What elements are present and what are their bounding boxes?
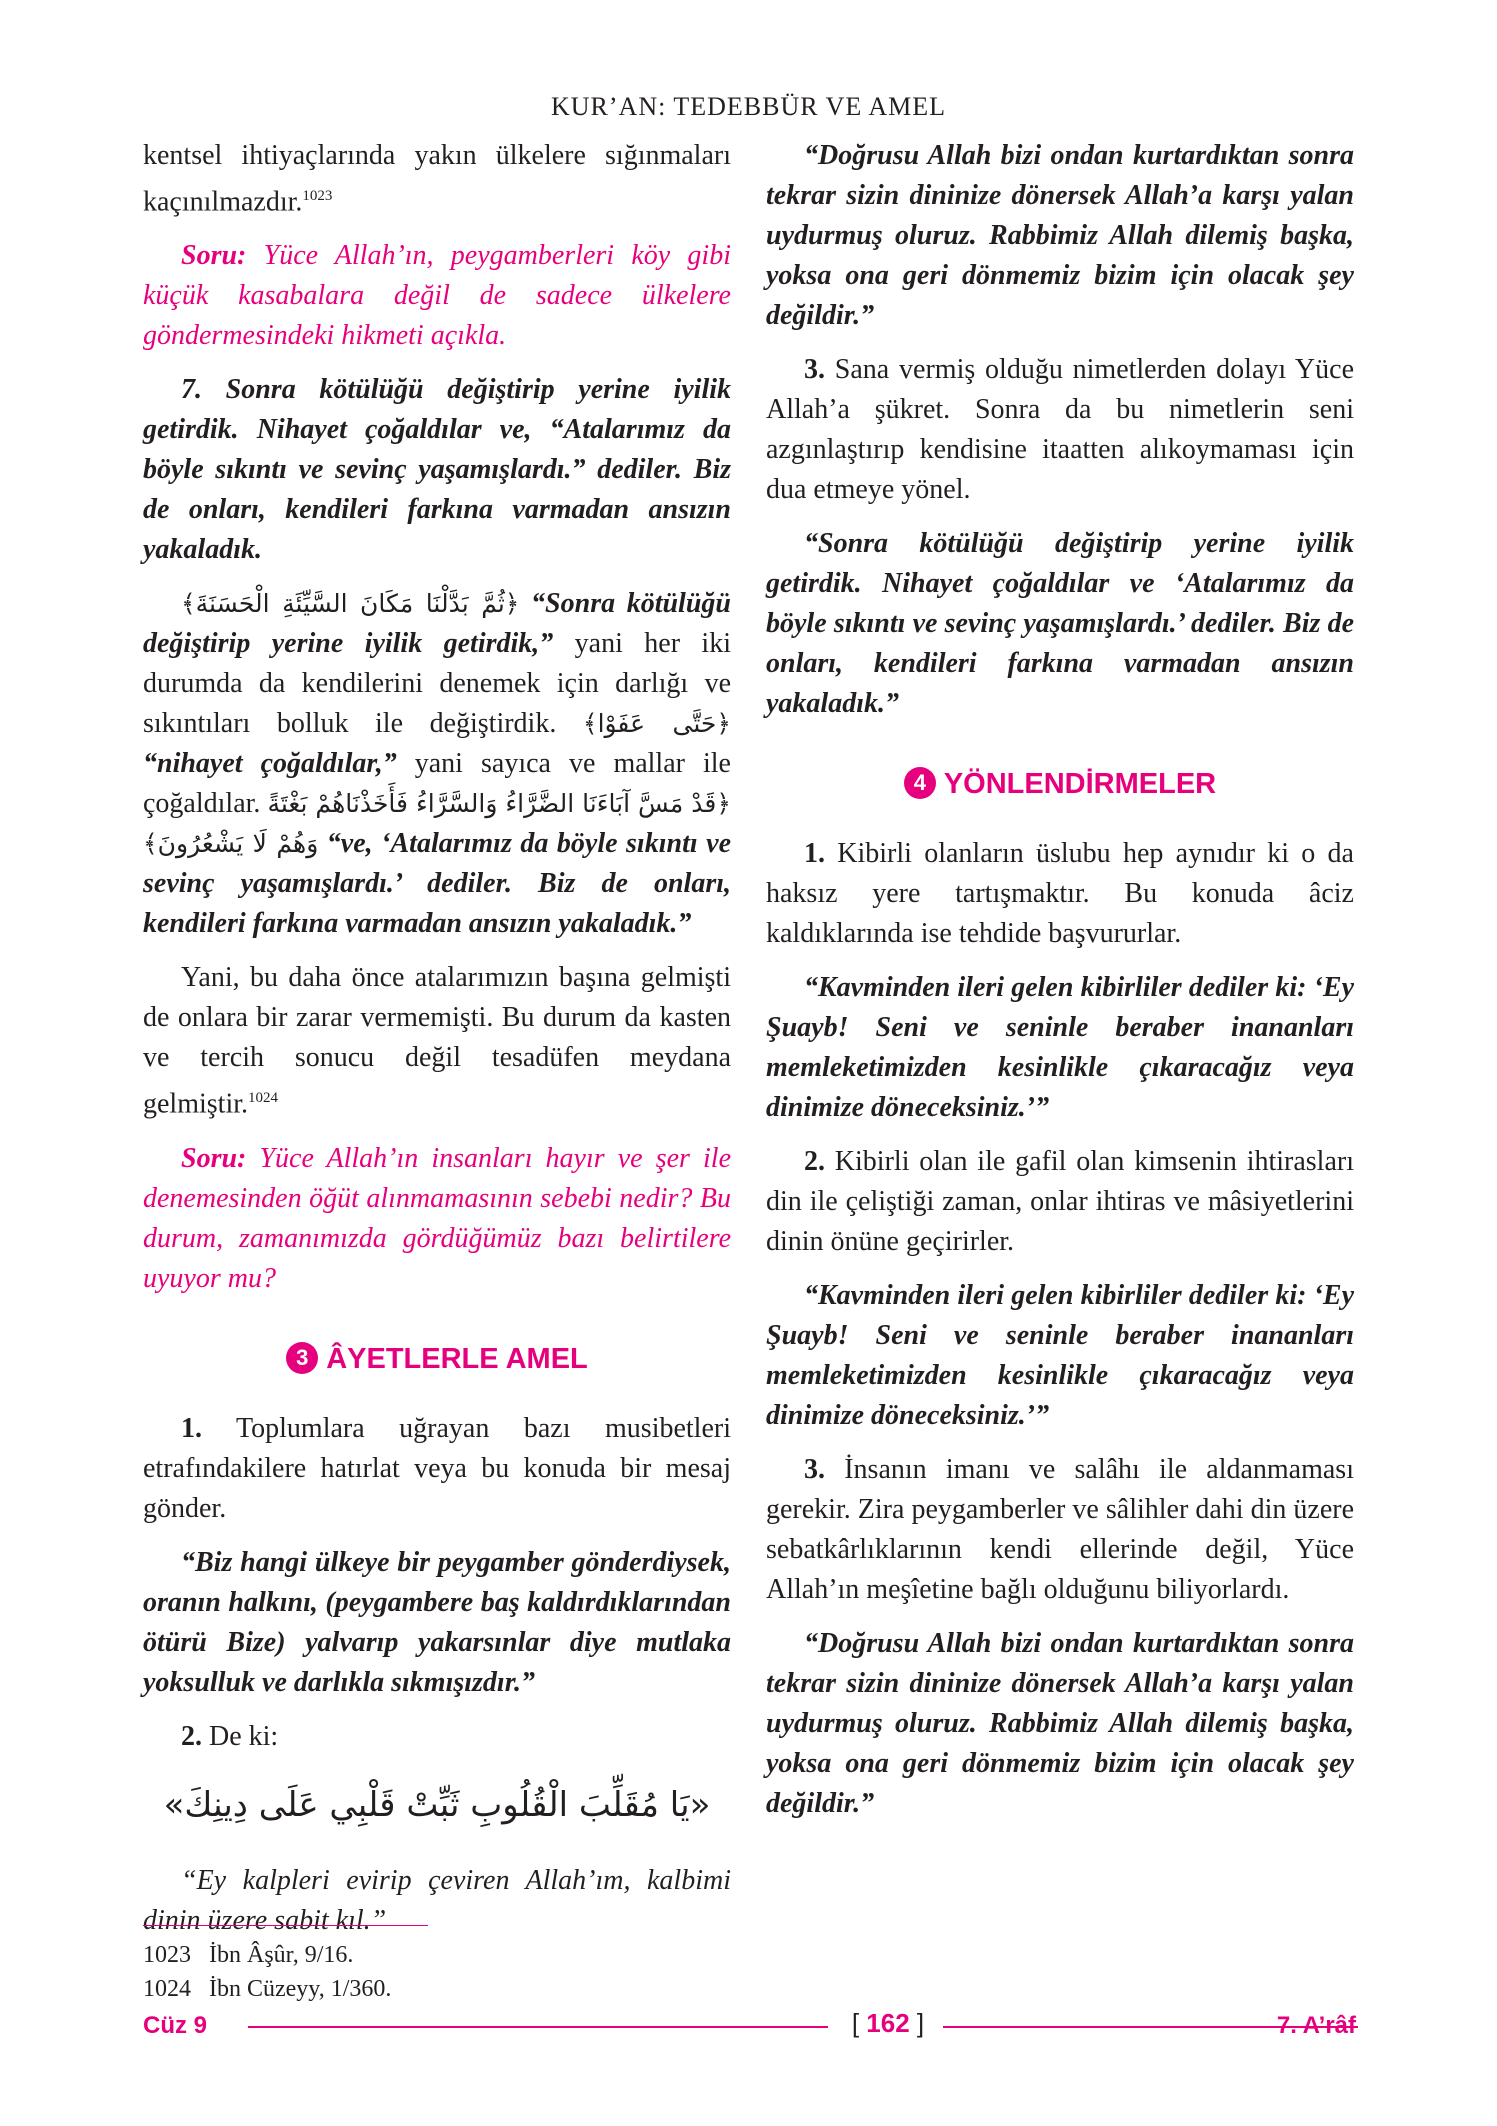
- list-item: 3. İnsanın imanı ve salâhı ile aldanmaması gerekir. Zira peygamberler ve sâlihler dahi din üzere sebatkârlıklarının kendi ellerinde değil, Yüce Allah’ın meşîetine bağlı olduğunu biliyorlardı.: [766, 1454, 1354, 1605]
- verse-quote: “Doğrusu Allah bizi ondan kurtardıktan sonra tekrar sizin dininize dönersek Allah’a karşı yalan uydurmuş oluruz. Rabbimiz Allah dilemiş başka, yoksa ona geri dönmemiz bizim için olacak şey değildir.”: [766, 1628, 1354, 1819]
- left-column: [143, 136, 731, 1955]
- arabic-phrase: ﴿قَدْ مَسَّ آبَاءَنَا الضَّرَّاءُ وَالسَّرَّاءُ فَأَخَذْنَاهُمْ بَغْتَةً وَهُمْ لَا يَشْعُرُونَ﴾: [143, 789, 731, 859]
- footnote-divider: [143, 1925, 428, 1926]
- verse-7: 7. Sonra kötülüğü değiştirip yerine iyilik getirdik. Nihayet çoğaldılar ve, “Atalarımız da böyle sıkıntı ve sevinç yaşamışlardı.” dediler. Biz de onları, kendileri farkına varmadan ansızın yakaladık.: [143, 374, 731, 566]
- footer-surah-label: 7. A’râf: [1276, 2012, 1356, 2039]
- arabic-prayer: «يَا مُقَلِّبَ الْقُلُوبِ ثَبِّتْ قَلْبِي عَلَى دِينِكَ»: [163, 1784, 711, 1825]
- arabic-phrase: ﴿حَتَّى عَفَوْا﴾: [582, 709, 731, 739]
- footnotes: [143, 1938, 391, 2006]
- question-1: Soru: Yüce Allah’ın, peygamberleri köy gibi küçük kasabalara değil de sadece ülkelere göndermesindeki hikmeti açıkla.: [143, 240, 731, 352]
- prayer-translation: “Ey kalpleri evirip çeviren Allah’ım, kalbimi dinin üzere sabit kıl.”: [143, 1864, 731, 1936]
- section-number-badge: 3: [286, 1342, 318, 1374]
- section-heading-ayetlerle-amel: [143, 1339, 731, 1379]
- paragraph: kentsel ihtiyaçlarında yakın ülkelere sığınmaları kaçınılmazdır.$^{1023}$: [143, 140, 731, 218]
- running-head: KUR’AN: TEDEBBÜR VE AMEL: [551, 92, 946, 121]
- arabic-phrase: ﴿ثُمَّ بَدَّلْنَا مَكَانَ السَّيِّئَةِ الْحَسَنَةَ﴾: [181, 589, 520, 619]
- verse-quote: “Biz hangi ülkeye bir peygamber gönderdiysek, oranın halkını, (peygambere baş kaldırdıklarından ötürü Bize) yalvarıp yakarsınlar diye mutlaka yoksulluk ve darlıkla sıkmışızdır.”: [143, 1546, 731, 1698]
- question-label: Soru:: [181, 1142, 247, 1174]
- page-number: [ 162 ]: [851, 2008, 925, 2038]
- commentary-paragraph: ﴿ثُمَّ بَدَّلْنَا مَكَانَ السَّيِّئَةِ الْحَسَنَةَ﴾ “Sonra kötülüğü değiştirip yerine iyilik getirdik,” yani her iki durumda da kendilerini denemek için darlığı ve sıkıntıları bolluk ile değiştirdik. ﴿حَتَّى عَفَوْا﴾ “nihayet çoğaldılar,” yani sayıca ve mallar ile çoğaldılar. ﴿قَدْ مَسَّ آبَاءَنَا الضَّرَّاءُ وَالسَّرَّاءُ فَأَخَذْنَاهُمْ بَغْتَةً وَهُمْ لَا يَشْعُرُونَ﴾ “ve, ‘Atalarımız da böyle sıkıntı ve sevinç yaşamışlardı.’ dediler. Biz de onları, kendileri farkına varmadan ansızın yakaladık.”: [143, 588, 731, 940]
- list-item: 2. Kibirli olan ile gafil olan kimsenin ihtirasları din ile çeliştiği zaman, onlar ihtiras ve mâsiyetlerini dinin önüne geçirirler.: [766, 1146, 1354, 1257]
- footnote-ref[interactable]: 1023: [302, 188, 333, 204]
- list-item: 1. Toplumlara uğrayan bazı musibetleri etrafındakilere hatırlat veya bu konuda bir mesaj gönder.: [143, 1412, 731, 1524]
- page-footer: [143, 2008, 1356, 2044]
- right-column: [766, 136, 1354, 1838]
- verse-quote: “Sonra kötülüğü değiştirip yerine iyilik getirdik. Nihayet çoğaldılar ve ‘Atalarımız da böyle sıkıntı ve sevinç yaşamışlardı.’ dediler. Biz de onları, kendileri farkına varmadan ansızın yakaladık.”: [766, 528, 1354, 719]
- footnote: 1024 İbn Cüzeyy, 1/360.: [143, 1976, 392, 2002]
- section-heading-yonlendirmeler: [766, 764, 1354, 804]
- section-number-badge: 4: [904, 767, 936, 799]
- footer-juz-label: Cüz 9: [143, 2012, 208, 2039]
- list-item: 2. De ki:: [181, 1720, 279, 1752]
- verse-quote: “Kavminden ileri gelen kibirliler dediler ki: ‘Ey Şuayb! Seni ve seninle beraber inananları memleketimizden kesinlikle çıkaracağız veya dinimize döneceksiniz.’”: [766, 972, 1354, 1123]
- section-title: YÖNLENDİRMELER: [943, 768, 1217, 800]
- paragraph: Yani, bu daha önce atalarımızın başına gelmişti de onlara bir zarar vermemişti. Bu durum da kasten ve tercih sonucu değil tesadüfen meydana gelmiştir.$^{1024}$: [143, 962, 731, 1120]
- verse-quote: “Doğrusu Allah bizi ondan kurtardıktan sonra tekrar sizin dininize dönersek Allah’a karşı yalan uydurmuş oluruz. Rabbimiz Allah dilemiş başka, yoksa ona geri dönmemiz bizim için olacak şey değildir.”: [766, 140, 1354, 331]
- list-item: 1. Kibirli olanların üslubu hep aynıdır ki o da haksız yere tartışmaktır. Bu konuda âciz kaldıklarında ise tehdide başvururlar.: [766, 838, 1354, 949]
- question-label: Soru:: [181, 240, 247, 272]
- verse-quote: “Kavminden ileri gelen kibirliler dediler ki: ‘Ey Şuayb! Seni ve seninle beraber inananları memleketimizden kesinlikle çıkaracağız veya dinimize döneceksiniz.’”: [766, 1280, 1354, 1431]
- section-title: ÂYETLERLE AMEL: [326, 1342, 588, 1375]
- footer-rule: [248, 2026, 828, 2028]
- question-2: Soru: Yüce Allah’ın insanları hayır ve şer ile denemesinden öğüt alınmamasının sebebi nedir? Bu durum, zamanımızda gördüğümüz bazı belirtilere uyuyor mu?: [143, 1142, 731, 1294]
- list-item: 3. Sana vermiş olduğu nimetlerden dolayı Yüce Allah’a şükret. Sonra da bu nimetlerin seni azgınlaştırıp kendisine itaatten alıkoymaması için dua etmeye yönel.: [766, 354, 1354, 505]
- footnote-ref[interactable]: 1024: [248, 1090, 278, 1107]
- footnote: 1023 İbn Âşûr, 9/16.: [143, 1942, 354, 1968]
